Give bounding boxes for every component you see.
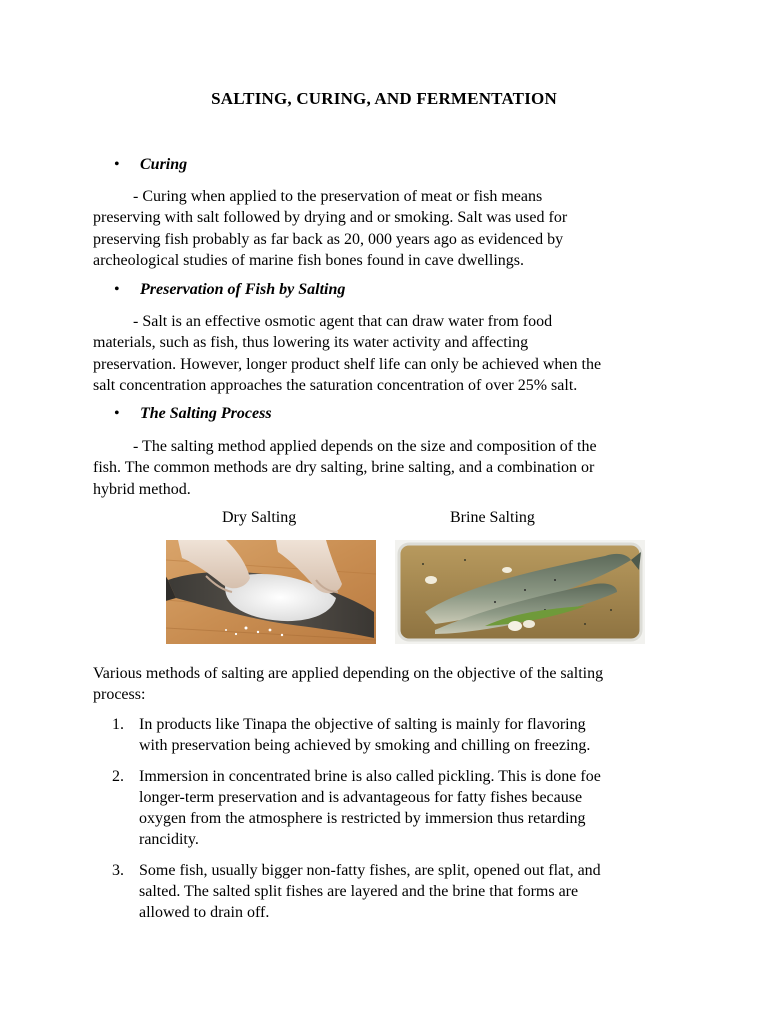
bullet-icon: • bbox=[114, 281, 120, 298]
list-item-line: salted. The salted split fishes are layered and the brine that forms are bbox=[139, 883, 579, 901]
methods-intro-paragraph bbox=[93, 663, 683, 706]
paragraph-line: preserving with salt followed by drying and or smoking. Salt was used for bbox=[93, 209, 568, 227]
list-item-line: longer-term preservation and is advantageous for fatty fishes because bbox=[139, 788, 583, 806]
paragraph-line: preserving fish probably as far back as 20, 000 years ago as evidenced by bbox=[93, 230, 564, 248]
list-item bbox=[112, 714, 692, 757]
page-title: SALTING, CURING, AND FERMENTATION bbox=[211, 89, 557, 108]
list-item-number: 1. bbox=[112, 716, 124, 733]
list-item-number: 3. bbox=[112, 861, 124, 879]
paragraph-line: salt concentration approaches the saturation concentration of over 25% salt. bbox=[93, 376, 578, 394]
paragraph-line: Various methods of salting are applied depending on the objective of the salting bbox=[93, 665, 604, 682]
bullet-icon: • bbox=[114, 405, 120, 422]
paragraph-line: preservation. However, longer product shelf life can only be achieved when the bbox=[93, 355, 602, 373]
dry-salting-photo bbox=[166, 540, 376, 644]
list-item-line: oxygen from the atmosphere is restricted by immersion thus retarding bbox=[139, 810, 586, 828]
section-heading-label: Preservation of Fish by Salting bbox=[140, 281, 346, 298]
section-heading-curing bbox=[114, 156, 187, 174]
paragraph-line: fish. The common methods are dry salting, brine salting, and a combination or bbox=[93, 459, 595, 477]
paragraph-line: - The salting method applied depends on the size and composition of the bbox=[133, 438, 597, 455]
list-item-line: In products like Tinapa the objective of salting is mainly for flavoring bbox=[139, 716, 586, 733]
brine-salting-photo bbox=[395, 540, 645, 644]
paragraph-line: archeological studies of marine fish bones found in cave dwellings. bbox=[93, 251, 524, 269]
figure-caption-dry-salting: Dry Salting bbox=[222, 509, 297, 526]
paragraph-line: process: bbox=[93, 686, 146, 704]
paragraph-line: materials, such as fish, thus lowering its water activity and affecting bbox=[93, 334, 529, 352]
list-item-line: allowed to drain off. bbox=[139, 904, 270, 922]
list-item-number: 2. bbox=[112, 767, 124, 785]
list-item bbox=[112, 766, 692, 851]
list-item-line: with preservation being achieved by smoking and chilling on freezing. bbox=[139, 737, 591, 755]
section-heading-salting-process bbox=[114, 405, 272, 423]
list-item bbox=[112, 860, 692, 924]
section-paragraph-salting-process bbox=[93, 436, 683, 500]
methods-numbered-list bbox=[112, 714, 692, 924]
list-item-line: rancidity. bbox=[139, 831, 199, 849]
section-heading-label: The Salting Process bbox=[140, 405, 272, 422]
section-heading-preservation bbox=[114, 281, 345, 299]
paragraph-line: - Curing when applied to the preservation of meat or fish means bbox=[133, 188, 543, 205]
list-item-line: Some fish, usually bigger non-fatty fishes, are split, opened out flat, and bbox=[139, 861, 601, 879]
paragraph-line: - Salt is an effective osmotic agent that can draw water from food bbox=[133, 313, 553, 330]
list-item-line: Immersion in concentrated brine is also called pickling. This is done foe bbox=[139, 767, 601, 785]
figure-caption-brine-salting: Brine Salting bbox=[450, 509, 535, 526]
bullet-icon: • bbox=[114, 156, 120, 173]
section-heading-label: Curing bbox=[140, 156, 188, 173]
section-paragraph-preservation bbox=[93, 311, 683, 396]
section-paragraph-curing bbox=[93, 186, 683, 271]
paragraph-line: hybrid method. bbox=[93, 480, 191, 498]
